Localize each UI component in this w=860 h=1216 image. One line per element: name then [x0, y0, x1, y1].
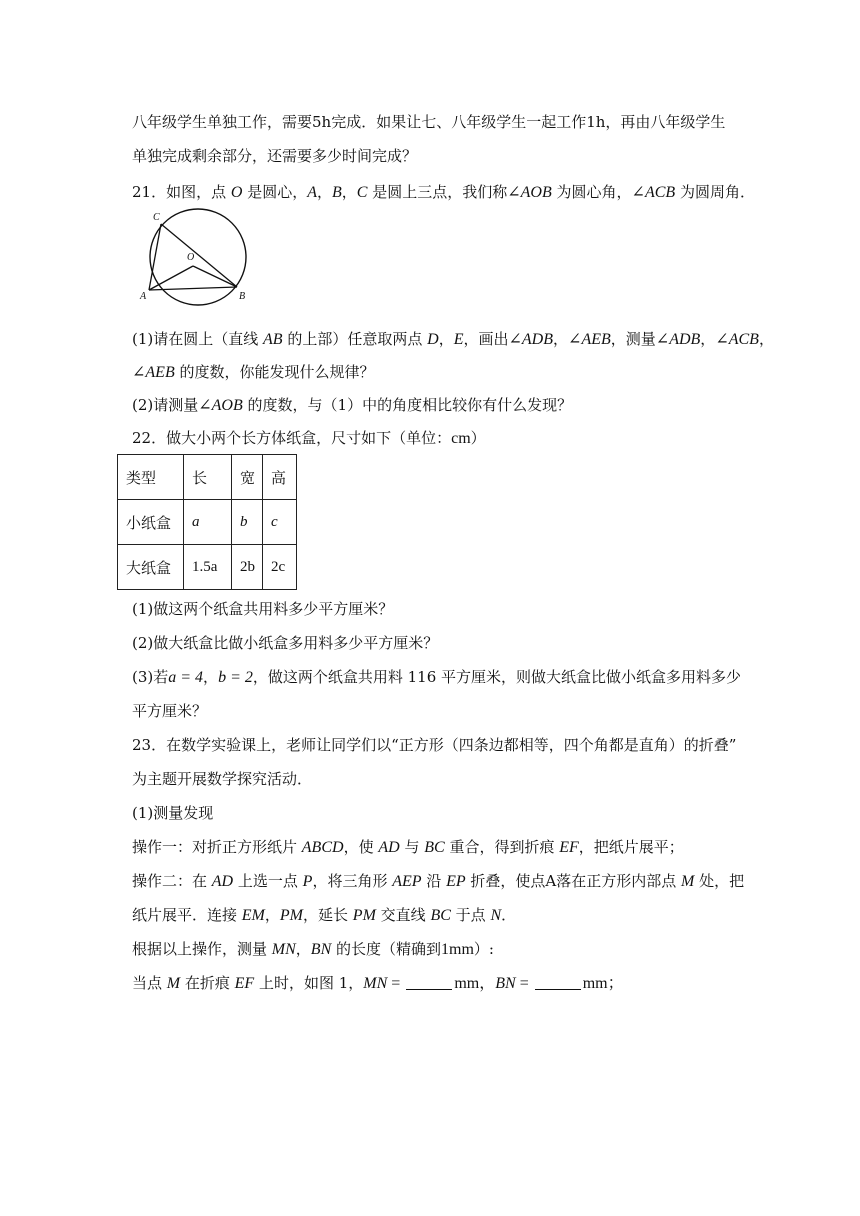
q21-part1-line1: (1)请在圆上（直线 AB 的上部）任意取两点 D，E，画出∠ADB，∠AEB，测量∠ADB，∠ACB，	[132, 330, 774, 348]
q23-measure-instruction: 根据以上操作，测量 MN，BN 的长度（精确到1mm）:	[132, 940, 494, 958]
segment-CA	[149, 224, 161, 290]
answer-blank-bn[interactable]	[535, 975, 581, 990]
table-cell: b	[232, 500, 263, 545]
q21-part1-line2: ∠AEB 的度数，你能发现什么规律？	[132, 363, 375, 381]
q22-part2: (2)做大纸盒比做小纸盒多用料多少平方厘米？	[132, 634, 439, 652]
table-header-cell: 类型	[118, 455, 184, 500]
table-cell: a	[184, 500, 232, 545]
q23-operation-2-line2: 纸片展平．连接 EM，PM，延长 PM 交直线 BC 于点 N．	[132, 906, 517, 924]
answer-blank-mn[interactable]	[406, 975, 452, 990]
q23-operation-1: 操作一：对折正方形纸片 ABCD，使 AD 与 BC 重合，得到折痕 EF，把纸片展平；	[132, 838, 684, 856]
table-cell: 1.5a	[184, 545, 232, 590]
table-row	[118, 500, 297, 545]
label-C: C	[153, 212, 160, 223]
box-dimensions-table	[117, 454, 297, 590]
table-cell: c	[263, 500, 297, 545]
table-cell: 2c	[263, 545, 297, 590]
table-cell: 小纸盒	[118, 500, 184, 545]
table-row	[118, 545, 297, 590]
q22-part1: (1)做这两个纸盒共用料多少平方厘米？	[132, 600, 394, 618]
table-header-cell: 高	[263, 455, 297, 500]
q23-operation-2-line1: 操作二：在 AD 上选一点 P，将三角形 AEP 沿 EP 折叠，使点A落在正方形内部点 M 处，把	[132, 872, 745, 890]
table-header-row	[118, 455, 297, 500]
intro-line-2: 单独完成剩余部分，还需要多少时间完成？	[132, 147, 418, 165]
q22-stem: 22．做大小两个长方体纸盒，尺寸如下（单位：cm）	[132, 429, 486, 447]
table-cell: 大纸盒	[118, 545, 184, 590]
table-cell: 2b	[232, 545, 263, 590]
q21-stem: 21．如图，点 O 是圆心，A，B，C 是圆上三点，我们称∠AOB 为圆心角，∠ACB 为圆周角．	[132, 183, 755, 201]
q22-part3-line2: 平方厘米？	[132, 702, 208, 720]
q22-part3-line1: (3)若a = 4，b = 2，做这两个纸盒共用料 116 平方厘米，则做大纸盒比做小纸盒多用料多少	[132, 668, 742, 686]
table-header-cell: 宽	[232, 455, 263, 500]
circle	[150, 209, 246, 305]
label-A: A	[140, 291, 147, 302]
label-B: B	[239, 291, 246, 302]
q23-line-1: 23．在数学实验课上，老师让同学们以“正方形（四条边都相等，四个角都是直角）的折叠”	[132, 736, 737, 754]
intro-line-1: 八年级学生单独工作，需要5h完成．如果让七、八年级学生一起工作1h，再由八年级学生	[132, 113, 726, 131]
table-header-cell: 长	[184, 455, 232, 500]
circle-diagram	[136, 208, 260, 306]
q23-sub1: (1)测量发现	[132, 804, 214, 822]
q21-part2: (2)请测量∠AOB 的度数，与（1）中的角度相比较你有什么发现？	[132, 396, 573, 414]
q23-line-2: 为主题开展数学探究活动．	[132, 770, 313, 788]
label-O: O	[187, 252, 195, 263]
circle-angle-figure	[136, 208, 260, 306]
q23-when-m-on-ef: 当点 M 在折痕 EF 上时，如图 1，MN = mm，BN = mm；	[132, 974, 624, 992]
